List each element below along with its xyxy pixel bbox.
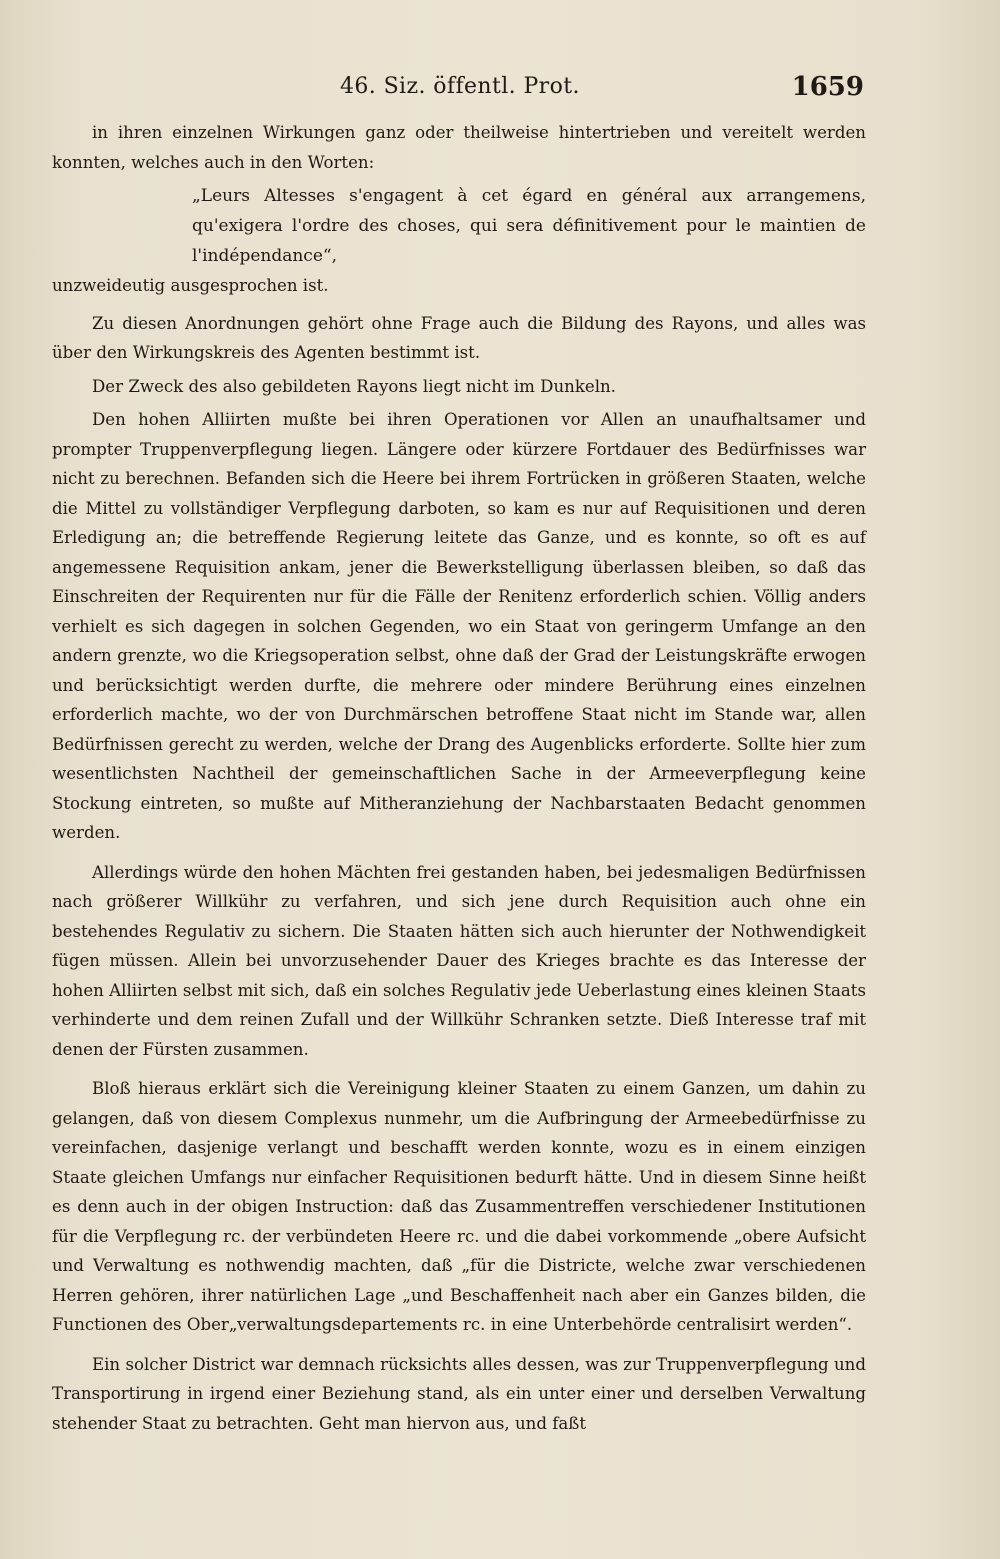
body-text — [52, 118, 866, 1442]
paragraph-1-end: unzweideutig ausgesprochen ist. — [52, 276, 329, 295]
running-head: 46. Siz. öffentl. Prot. — [340, 74, 580, 99]
french-quotation: „Leurs Altesses s'engagent à cet égard en général aux arrangemens, qu'exigera l'ordre des choses, qui sera définitivement pour le maintien de l'indépendance“, — [192, 186, 866, 266]
paragraph-5: Allerdings würde den hohen Mächten frei gestanden haben, bei jedesmaligen Bedürfnissen nach größerer Willkühr zu verfahren, und sich jene durch Requisition auch ohne ein bestehendes Regulativ zu sichern. Die Staaten hätten sich auch hierunter der Nothwendigkeit fügen müssen. Allein bei unvorzusehender Dauer des Krieges brachte es das Interesse der hohen Alliirten selbst mit sich, daß ein solches Regulativ jede Ueberlastung eines kleinen Staats verhinderte und dem reinen Zufall und der Willkühr Schranken setzte. Dieß Interesse traf mit denen der Fürsten zusammen. — [52, 862, 866, 1059]
paragraph-4: Den hohen Alliirten mußte bei ihren Operationen vor Allen an unaufhaltsamer und prompter Truppenverpflegung liegen. Längere oder kürzere Fortdauer des Bedürfnisses war nicht zu berechnen. Befanden sich die Heere bei ihrem Fortrücken in größeren Staaten, welche die Mittel zu vollständiger Verpflegung darboten, so kam es nur auf Requisitionen und deren Erledigung an; die betreffende Regierung leitete das Ganze, und es konnte, so oft es auf angemessene Requisition ankam, jener die Bewerkstelligung überlassen bleiben, so daß das Einschreiten der Requirenten nur für die Fälle der Renitenz erforderlich schien. Völlig anders verhielt es sich dagegen in solchen Gegenden, wo ein Staat von geringerm Umfange an den andern grenzte, wo die Kriegsoperation selbst, ohne daß der Grad der Leistungskräfte erwogen und berücksichtigt werden durfte, die mehrere oder mindere Berührung eines einzelnen erforderlich machte, wo der von Durchmärschen betroffene Staat nicht im Stande war, allen Bedürfnissen gerecht zu werden, welche der Drang des Augenblicks erforderte. Sollte hier zum wesentlichsten Nachtheil der gemeinschaftlichen Sache in der Armeeverpflegung keine Stockung eintreten, so mußte auf Mitheranziehung der Nachbarstaaten Bedacht genommen werden. — [52, 410, 866, 842]
paragraph-7: Ein solcher District war demnach rücksichts alles dessen, was zur Truppenverpflegung und Transportirung in irgend einer Beziehung stand, als ein unter einer und derselben Verwaltung stehender Staat zu betrachten. Geht man hiervon aus, und faßt — [52, 1354, 866, 1433]
paragraph-3: Der Zweck des also gebildeten Rayons liegt nicht im Dunkeln. — [92, 376, 616, 396]
paragraph-2: Zu diesen Anordnungen gehört ohne Frage auch die Bildung des Rayons, und alles was über den Wirkungskreis des Agenten bestimmt ist. — [52, 313, 866, 362]
page-number: 1659 — [791, 72, 864, 102]
page-header — [0, 70, 1000, 106]
paragraph-1: in ihren einzelnen Wirkungen ganz oder theilweise hintertrieben und vereitelt werden konnten, welches auch in den Worten: — [52, 123, 866, 172]
paragraph-6: Bloß hieraus erklärt sich die Vereinigung kleiner Staaten zu einem Ganzen, um dahin zu gelangen, daß von diesem Complexus nunmehr, um die Aufbringung der Armeebedürfnisse zu vereinfachen, dasjenige verlangt und beschafft werden konnte, wozu es in einem einzigen Staate gleichen Umfangs nur einfacher Requisitionen bedurft hätte. Und in diesem Sinne heißt es denn auch in der obigen Instruction: daß das Zusammentreffen verschiedener Institutionen für die Verpflegung rc. der verbündeten Heere rc. und die dabei vorkommende „obere Aufsicht und Verwaltung es nothwendig machten, daß „für die Districte, welche zwar verschiedenen Herren gehören, ihrer natürlichen Lage „und Beschaffenheit nach aber ein Ganzes bilden, die Functionen des Ober„verwaltungsdepartements rc. in eine Unterbehörde centralisirt werden“. — [52, 1079, 866, 1334]
